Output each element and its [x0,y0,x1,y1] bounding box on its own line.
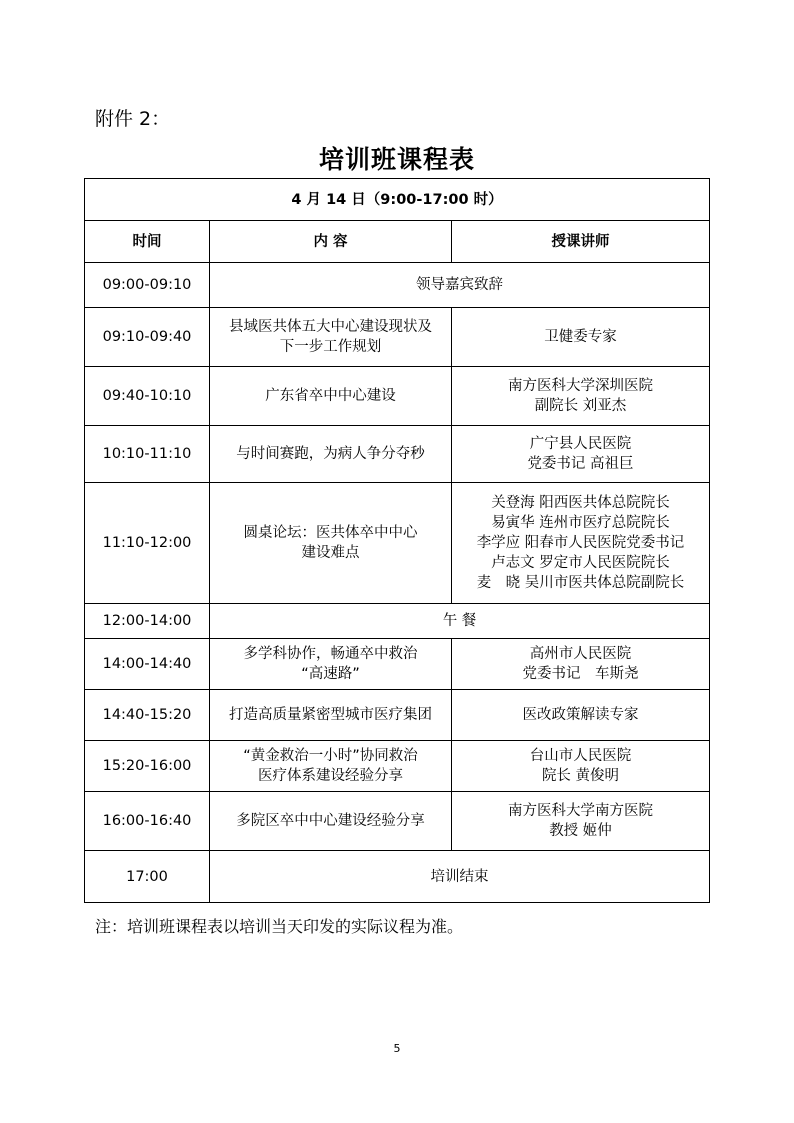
content-cell: 领导嘉宾致辞 [210,263,710,308]
time-cell: 14:00-14:40 [85,639,210,690]
speaker-cell: 台山市人民医院 院长 黄俊明 [452,741,710,792]
column-header-content: 内 容 [210,221,452,263]
content-cell: 与时间赛跑，为病人争分夺秒 [210,426,452,483]
content-cell: 广东省卒中中心建设 [210,367,452,426]
time-cell: 12:00-14:00 [85,604,210,639]
time-cell: 16:00-16:40 [85,792,210,851]
speaker-cell: 南方医科大学南方医院 教授 姬仲 [452,792,710,851]
speaker-cell: 高州市人民医院 党委书记 车斯尧 [452,639,710,690]
time-cell: 15:20-16:00 [85,741,210,792]
table-row [85,851,710,903]
table-row [85,639,710,690]
speaker-cell: 医改政策解读专家 [452,690,710,741]
column-header-speaker: 授课讲师 [452,221,710,263]
table-row [85,263,710,308]
time-cell: 09:10-09:40 [85,308,210,367]
content-cell: 多学科协作，畅通卒中救治 “高速路” [210,639,452,690]
table-row [85,308,710,367]
time-cell: 17:00 [85,851,210,903]
date-header-row [85,179,710,221]
content-cell: 培训结束 [210,851,710,903]
column-header-time: 时间 [85,221,210,263]
date-header: 4 月 14 日（9:00-17:00 时） [85,179,710,221]
schedule-table [84,178,710,903]
time-cell: 09:00-09:10 [85,263,210,308]
content-cell: 打造高质量紧密型城市医疗集团 [210,690,452,741]
content-cell: 午 餐 [210,604,710,639]
speaker-cell: 广宁县人民医院 党委书记 高祖巨 [452,426,710,483]
column-header-row [85,221,710,263]
time-cell: 09:40-10:10 [85,367,210,426]
attachment-label: 附件 2： [95,108,171,130]
time-cell: 14:40-15:20 [85,690,210,741]
table-row [85,604,710,639]
speaker-cell: 卫健委专家 [452,308,710,367]
table-row [85,367,710,426]
footnote: 注：培训班课程表以培训当天印发的实际议程为准。 [95,917,464,936]
table-row [85,792,710,851]
table-row [85,483,710,604]
page-title: 培训班课程表 [318,145,475,174]
table-row [85,426,710,483]
content-cell: 县域医共体五大中心建设现状及 下一步工作规划 [210,308,452,367]
page-number: 5 [393,1042,401,1055]
content-cell: 多院区卒中中心建设经验分享 [210,792,452,851]
table-row [85,690,710,741]
content-cell: “黄金救治一小时”协同救治 医疗体系建设经验分享 [210,741,452,792]
content-cell: 圆桌论坛：医共体卒中中心 建设难点 [210,483,452,604]
time-cell: 11:10-12:00 [85,483,210,604]
table-row [85,741,710,792]
speaker-cell: 南方医科大学深圳医院 副院长 刘亚杰 [452,367,710,426]
time-cell: 10:10-11:10 [85,426,210,483]
speaker-cell: 关登海 阳西医共体总院院长 易寅华 连州市医疗总院院长 李学应 阳春市人民医院党委书记 卢志文 罗定市人民医院院长 麦 晓 吴川市医共体总院副院长 [452,483,710,604]
